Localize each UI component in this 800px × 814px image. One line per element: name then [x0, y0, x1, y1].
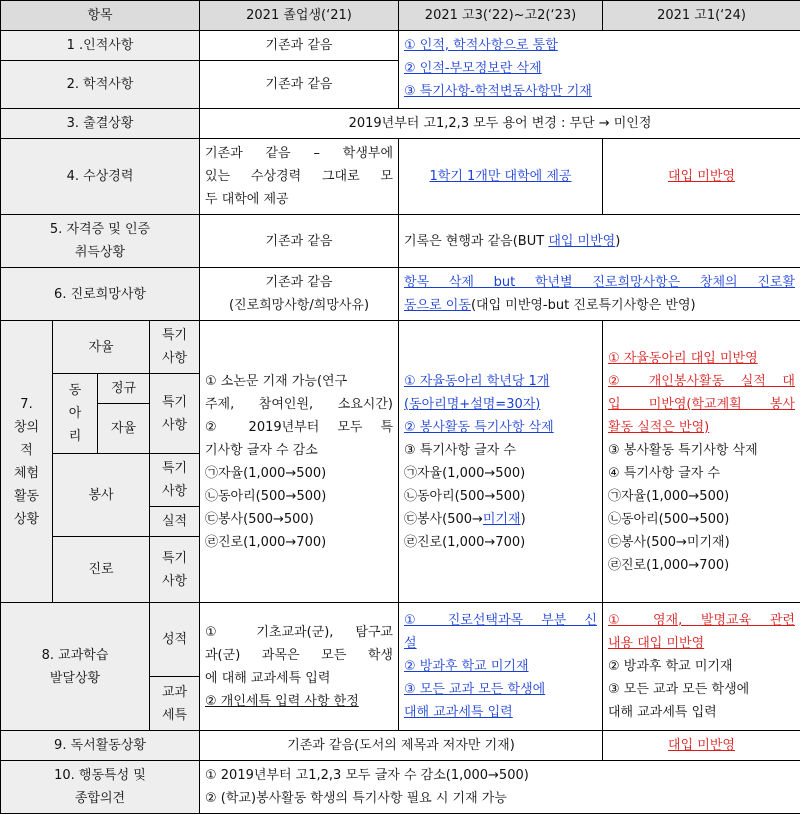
label-awards: 4. 수상경력 [1, 139, 200, 215]
g1-creative-3: 입 미반영(학교계획 봉사 [608, 393, 795, 416]
g3g2-creative-7: ㉢봉사(500→ [404, 512, 483, 527]
special-note-1: 특기 [155, 547, 194, 570]
awards-g1-note: 대입 미반영 [668, 169, 735, 184]
special-note-2: 사항 [155, 570, 194, 593]
g1-creative-7: ㉠자율(1,000→500) [608, 485, 795, 508]
g1-creative-1: ① 자율동아리 대입 미반영 [608, 347, 795, 370]
special-note-1: 특기 [155, 324, 194, 347]
label-personal-info: 1 .인적사항 [1, 31, 200, 61]
header-row [1, 1, 800, 31]
g1-subject-4: ③ 모든 교과 모든 학생에 [608, 678, 795, 701]
g1-creative-5: ③ 봉사활동 특기사항 삭제 [608, 439, 795, 462]
g1-subject-3: ② 방과후 학교 미기재 [608, 655, 795, 678]
c2021-creative-5: ㉠자율(1,000→500) [205, 462, 393, 485]
row-personal-info [1, 31, 800, 61]
cell-reading: 기존과 같음(도서의 제목과 저자만 기재) [200, 731, 603, 761]
c2021-creative-1: ① 소논문 기재 가능(연구 [205, 370, 393, 393]
g3g2-creative-5: ㉠자율(1,000→500) [404, 462, 597, 485]
g3g2-subject-3: ② 방과후 학교 미기재 [404, 659, 529, 674]
special-note-2: 사항 [155, 414, 194, 437]
label-certificates [1, 215, 200, 268]
g3g2-creative-3: ② 봉사활동 특기사항 삭제 [404, 416, 597, 439]
cell-behavior [200, 761, 800, 814]
row-subject-grade [1, 603, 800, 677]
club-char-2: 아 [58, 402, 92, 425]
special-note-1: 특기 [155, 391, 194, 414]
row-creative-autonomy [1, 321, 800, 374]
creative-label-1: 7. [6, 393, 47, 416]
subject-label-1: 8. 교과학습 [6, 644, 144, 667]
cell-2021-personal-info: 기존과 같음 [200, 31, 399, 61]
c2021-creative-2: 주제, 참여인원, 소요시간) [205, 393, 393, 416]
sub-club-regular: 정규 [98, 374, 150, 404]
sub-career: 진로 [53, 537, 150, 603]
cell-g1-reading [603, 731, 800, 761]
creative-label-4: 체험 [6, 462, 47, 485]
sub-grade: 성적 [150, 603, 200, 677]
c2021-creative-4: 기사항 글자 수 감소 [205, 439, 393, 462]
g3g2-subject-1: ① 진로선택과목 부분 신 [404, 609, 597, 632]
awards-g3g2-note: 1학기 1개만 대학에 제공 [430, 169, 572, 184]
g3g2-creative-7-link: 미기재 [483, 512, 521, 527]
g3g2-subject-5: 대해 교과세특 입력 [404, 705, 513, 720]
header-2021-graduates: 2021 졸업생(‘21) [200, 1, 399, 31]
g1-subject-1: ① 영재, 발명교육 관련 [608, 609, 795, 632]
label-subject-learning [1, 603, 150, 731]
awards-line-2: 있는 수상경력 그대로 모 [205, 165, 393, 188]
header-g1: 2021 고1(‘24) [603, 1, 800, 31]
cell-new-certificates [399, 215, 800, 268]
creative-label-2: 창의 [6, 416, 47, 439]
cell-2021-creative [200, 321, 399, 603]
row-behavior [1, 761, 800, 814]
cell-new-personal-academic [399, 31, 800, 109]
awards-line-1: 기존과 같음 – 학생부에 [205, 142, 393, 165]
c2021-subject-3: 에 대해 교과세특 입력 [205, 667, 393, 690]
c2021-subject-4: ② 개인세특 입력 사항 한정 [205, 694, 359, 709]
change-academic-notes: ③ 특기사항-학적변동사항만 기재 [404, 80, 795, 103]
g3g2-creative-2: (동아리명+설명=30자) [404, 397, 540, 412]
c2021-creative-7: ㉢봉사(500→500) [205, 508, 393, 531]
behavior-line-2: ② (학교)봉사활동 학생의 특기사항 필요 시 기재 가능 [205, 787, 795, 810]
cell-new-career-hope [399, 268, 800, 321]
creative-label-5: 활동 [6, 485, 47, 508]
career-hope-change-2: 동으로 이동 [404, 298, 471, 313]
row-career-hope [1, 268, 800, 321]
label-career-hope: 6. 진로희망사항 [1, 268, 200, 321]
special-note-service [150, 454, 200, 507]
career-hope-change-1: 항목 삭제 but 학년별 진로희망사항은 창체의 진로활 [404, 271, 795, 294]
c2021-creative-8: ㉣진로(1,000→700) [205, 531, 393, 554]
g1-creative-4: 활동 실적은 반영) [608, 420, 709, 435]
special-note-club [150, 374, 200, 454]
label-attendance: 3. 출결상황 [1, 109, 200, 139]
change-parent-info-removed: ② 인적-부모정보란 삭제 [404, 57, 795, 80]
change-merge: ① 인적, 학적사항으로 통합 [404, 34, 795, 57]
g3g2-creative-6: ㉡동아리(500→500) [404, 485, 597, 508]
service-record: 실적 [150, 507, 200, 537]
sub-club-autonomy: 자율 [98, 404, 150, 454]
row-certificates [1, 215, 800, 268]
c2021-creative-3: ② 2019년부터 모두 특 [205, 416, 393, 439]
cell-g1-awards [603, 139, 800, 215]
label-academic-info: 2. 학적사항 [1, 61, 200, 109]
special-note-2: 사항 [155, 480, 194, 503]
cell-2021-certificates: 기존과 같음 [200, 215, 399, 268]
behavior-label-1: 10. 행동특성 및 [6, 764, 194, 787]
special-note-career [150, 537, 200, 603]
certificates-label-1: 5. 자격증 및 인증 [6, 218, 194, 241]
g1-creative-9: ㉢봉사(500→미기재) [608, 531, 795, 554]
cell-g3g2-subject [399, 603, 603, 731]
g3g2-creative-7-end: ) [521, 512, 526, 527]
sub-service: 봉사 [53, 454, 150, 537]
subject-label-2: 발달상황 [6, 667, 144, 690]
row-reading [1, 731, 800, 761]
c2021-subject-2: 과(군) 과목은 모든 학생 [205, 644, 393, 667]
g1-subject-2: 내용 대입 미반영 [608, 636, 704, 651]
g1-creative-2: ② 개인봉사활동 실적 대 [608, 370, 795, 393]
label-behavior [1, 761, 200, 814]
club-char-1: 동 [58, 379, 92, 402]
c2021-subject-1: ① 기초교과(군), 탐구교 [205, 621, 393, 644]
career-hope-change-note: (대입 미반영-but 진로특기사항은 반영) [471, 298, 696, 313]
remarks-label-2: 세특 [155, 704, 194, 727]
label-creative-activities [1, 321, 53, 603]
behavior-line-1: ① 2019년부터 고1,2,3 모두 글자 수 감소(1,000→500) [205, 764, 795, 787]
cell-2021-academic-info: 기존과 같음 [200, 61, 399, 109]
sub-autonomy: 자율 [53, 321, 150, 374]
creative-label-3: 적 [6, 439, 47, 462]
cell-2021-awards [200, 139, 399, 215]
cell-g3g2-awards [399, 139, 603, 215]
certificates-note-end: ) [615, 234, 620, 249]
g3g2-subject-4: ③ 모든 교과 모든 학생에 [404, 682, 545, 697]
certificates-label-2: 취득상황 [6, 241, 194, 264]
special-note-autonomy [150, 321, 200, 374]
row-awards [1, 139, 800, 215]
g1-creative-10: ㉣진로(1,000→700) [608, 554, 795, 577]
cell-2021-career-hope [200, 268, 399, 321]
reading-g1-note: 대입 미반영 [668, 738, 735, 753]
g3g2-creative-8: ㉣진로(1,000→700) [404, 531, 597, 554]
club-char-3: 리 [58, 425, 92, 448]
cell-g1-creative [603, 321, 800, 603]
certificates-not-reflected: 대입 미반영 [548, 234, 615, 249]
g1-subject-5: 대해 교과세특 입력 [608, 701, 795, 724]
header-item: 항목 [1, 1, 200, 31]
g3g2-creative-1: ① 자율동아리 학년당 1개 [404, 370, 597, 393]
creative-label-6: 상황 [6, 508, 47, 531]
certificates-note: 기록은 현행과 같음(BUT [404, 234, 548, 249]
label-reading: 9. 독서활동상황 [1, 731, 200, 761]
cell-g1-subject [603, 603, 800, 731]
cell-g3g2-creative [399, 321, 603, 603]
sub-club [53, 374, 98, 454]
career-hope-2021-line-2: (진로희망사항/희망사유) [205, 294, 393, 317]
g3g2-subject-2: 설 [404, 636, 417, 651]
header-g3-g2: 2021 고3(‘22)~고2(‘23) [399, 1, 603, 31]
c2021-creative-6: ㉡동아리(500→500) [205, 485, 393, 508]
g1-creative-6: ④ 특기사항 글자 수 [608, 462, 795, 485]
cell-2021-subject [200, 603, 399, 731]
awards-line-3: 두 대학에 제공 [205, 188, 393, 211]
g1-creative-8: ㉡동아리(500→500) [608, 508, 795, 531]
remarks-label-1: 교과 [155, 681, 194, 704]
behavior-label-2: 종합의견 [6, 787, 194, 810]
row-attendance [1, 109, 800, 139]
g3g2-creative-4: ③ 특기사항 글자 수 [404, 439, 597, 462]
career-hope-2021-line-1: 기존과 같음 [205, 271, 393, 294]
sub-subject-remarks [150, 677, 200, 731]
special-note-1: 특기 [155, 457, 194, 480]
cell-attendance: 2019년부터 고1,2,3 모두 용어 변경 : 무단 → 미인정 [200, 109, 800, 139]
special-note-2: 사항 [155, 347, 194, 370]
